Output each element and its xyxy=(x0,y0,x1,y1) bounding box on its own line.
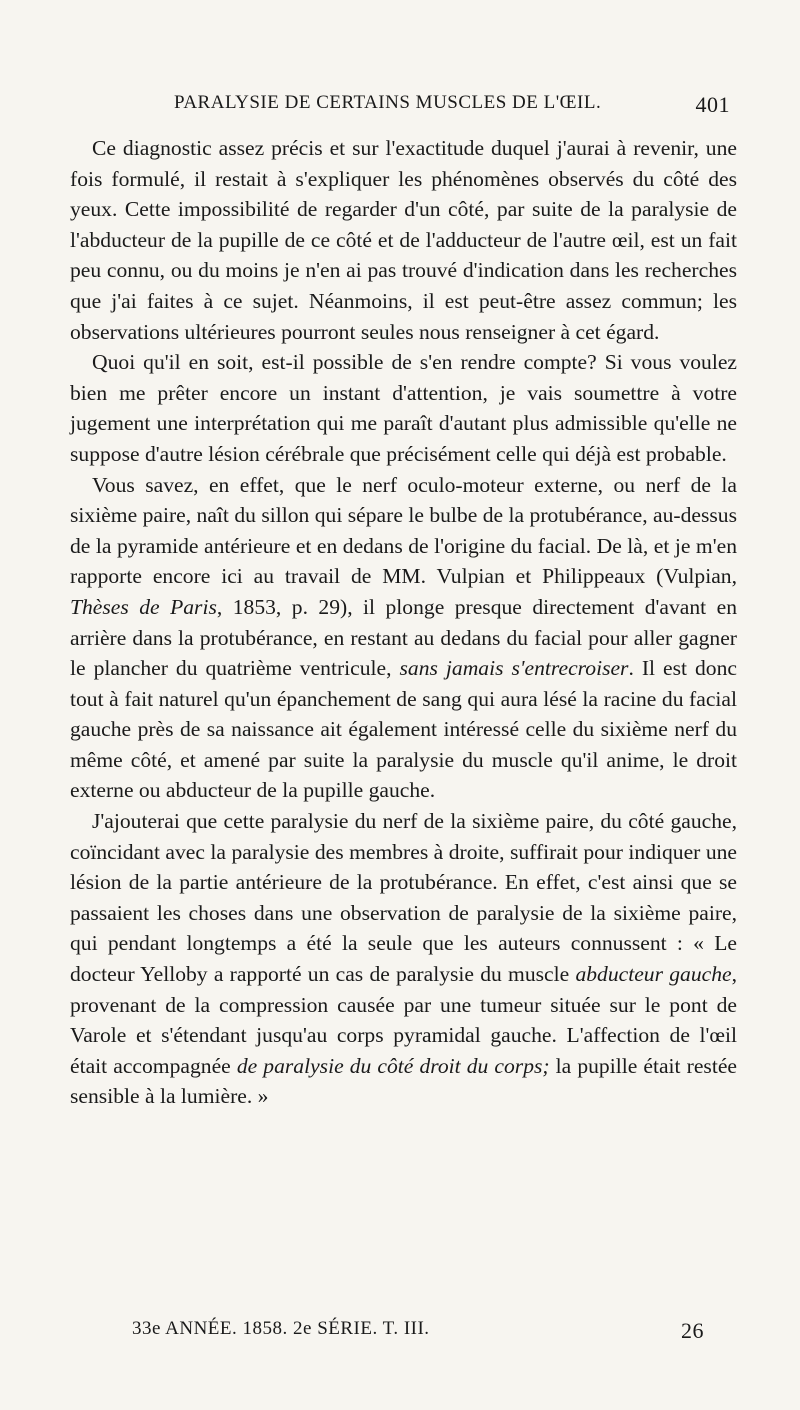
text-run: la pupille était restée sensible à la lumière. » xyxy=(70,1053,737,1109)
paragraph xyxy=(70,347,737,469)
italic-text: abducteur gauche xyxy=(575,962,732,987)
running-title: PARALYSIE DE CERTAINS MUSCLES DE L'ŒIL. xyxy=(174,92,602,113)
text-run: , 1853, p. 29), il plonge presque directement d'avant en arrière dans la protubérance, en restant au dedans du facial pour aller gagner le plancher du quatrième ventricule, xyxy=(70,594,737,681)
paragraph xyxy=(70,470,737,807)
text-run: Quoi qu'il en soit, est-il possible de s'en rendre compte? Si vous voulez bien me prêter encore un instant d'attention, je vais soumettre à votre jugement une interprétation qui me paraît d'autant plus admissible qu'elle ne suppose d'autre lésion cérébrale que précisément celle qui déjà est probable. xyxy=(70,350,737,466)
text-run: . Il est donc tout à fait naturel qu'un épanchement de sang qui aura lésé la racine du facial gauche près de sa naissance ait également intéressé celle du sixième nerf du même côté, et amené par suite la paralysie du muscle qu'il anime, le droit externe ou abducteur de la pupille gauche. xyxy=(70,656,737,803)
paragraph xyxy=(70,806,737,1112)
running-header xyxy=(70,92,730,122)
signature-footer xyxy=(70,1318,730,1348)
text-run: Vous savez, en effet, que le nerf oculo-moteur externe, ou nerf de la sixième paire, naît du sillon qui sépare le bulbe de la protubérance, au-dessus de la pyramide antérieure et en dedans de l'origine du facial. De là, et je m'en rapporte encore ici au travail de MM. Vulpian et Philippeaux (Vulpian, xyxy=(70,472,737,589)
italic-text: de paralysie du côté droit du corps; xyxy=(236,1053,550,1078)
body-text xyxy=(70,133,737,1112)
italic-text: sans jamais s'entrecroiser xyxy=(399,656,629,681)
italic-text: Thèses de Paris xyxy=(70,594,217,619)
signature-number: 26 xyxy=(681,1318,704,1343)
page-number: 401 xyxy=(695,92,730,117)
paragraph xyxy=(70,133,737,347)
text-run: , provenant de la compression causée par une tumeur située sur le pont de Varole et s'étendant jusqu'au corps pyramidal gauche. L'affection de l'œil était accompagnée xyxy=(70,962,738,1078)
text-run: J'ajouterai que cette paralysie du nerf de la sixième paire, du côté gauche, coïncidant avec la paralysie des membres à droite, suffirait pour indiquer une lésion de la partie antérieure de la protubérance. En effet, c'est ainsi que se passaient les choses dans une observation de paralysie de la sixième paire, qui pendant longtemps a été la seule que les auteurs connussent : « Le docteur Yelloby a rapporté un cas de paralysie du muscle xyxy=(70,809,737,987)
signature-line: 33e ANNÉE. 1858. 2e SÉRIE. T. III. xyxy=(132,1318,430,1339)
text-run: Ce diagnostic assez précis et sur l'exactitude duquel j'aurai à revenir, une fois formulé, il restait à s'expliquer les phénomènes observés du côté des yeux. Cette impossibilité de regarder d'un côté, par suite de la paralysie de l'abducteur de la pupille de ce côté et de l'adducteur de l'autre œil, est un fait peu connu, ou du moins je n'en ai pas trouvé d'indication dans les recherches que j'ai faites à ce sujet. Néanmoins, il est peut-être assez commun; les observations ultérieures pourront seules nous renseigner à cet égard. xyxy=(70,136,737,344)
